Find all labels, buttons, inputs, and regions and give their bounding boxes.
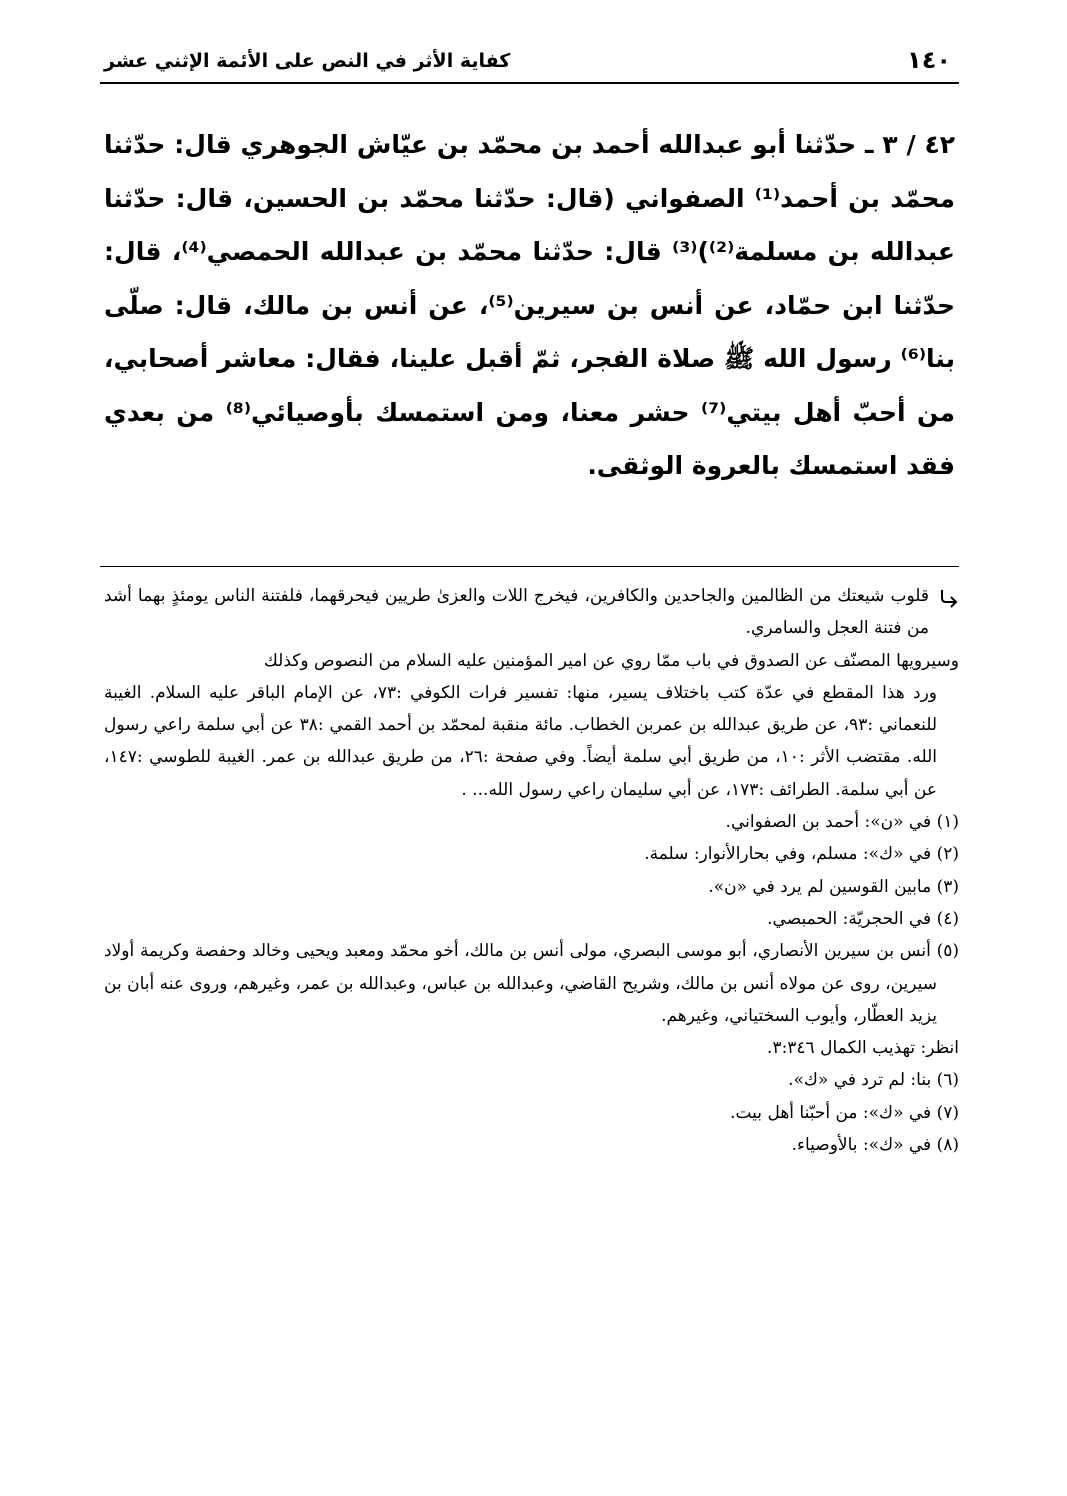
running-title: كفاية الأثر في النص على الأئمة الإثني عشر bbox=[104, 50, 511, 72]
continued-note-text: قلوب شيعتك من الظالمين والجاحدين والكافرين، فيخرج اللات والعزىٰ طريين فيحرقهما، فلفتنة الناس يومئذٍ بهما أشد من فتنة العجل والسامري. bbox=[104, 586, 929, 639]
page-number: ١٤٠ bbox=[907, 46, 951, 74]
footnote-1: (١) في «ن»: أحمد بن الصفواني. bbox=[725, 812, 959, 833]
hadith-paragraph: ٤٢ / ٣ ـ حدّثنا أبو عبدالله أحمد بن محمّد بن عيّاش الجوهري قال: حدّثنا محمّد بن أحمد⁽¹⁾ الصفواني (قال: حدّثنا محمّد بن الحسين، قال: حدّثنا عبدالله بن مسلمة⁽²⁾)⁽³⁾ قال: حدّثنا محمّد بن عبدالله الحمصي⁽⁴⁾، قال: حدّثنا ابن حمّاد، عن أنس بن سيرين⁽⁵⁾، عن أنس بن مالك، قال: صلّى بنا⁽⁶⁾ رسول الله ﷺ صلاة الفجر، ثمّ أقبل علينا، فقال: معاشر أصحابي، من أحبّ أهل بيتي⁽⁷⁾ حشر معنا، ومن استمسك بأوصيائي⁽⁸⁾ من بعدي فقد استمسك بالعروة الوثقى. bbox=[104, 130, 956, 480]
main-hadith-text bbox=[104, 118, 955, 493]
see-also-reference: انظر: تهذيب الكمال ٣:٣٤٦. bbox=[767, 1038, 959, 1059]
footnote-5: (٥) أنس بن سيرين الأنصاري، أبو موسى البصري، مولى أنس بن مالك، أخو محمّد ومعبد ويحيى وخالد وحفصة وكريمة أولاد سيرين، روى عن مولاه أنس بن مالك، وشريح القاضي، وعبدالله بن عباس، وعبدالله بن عمر، وغيرهم، وروى عنه أبان بن يزيد العطّار، وأيوب السختياني، وغيرهم. bbox=[104, 941, 959, 1026]
page-header bbox=[100, 40, 959, 84]
note-paragraph-first-line: وسيرويها المصنّف عن الصدوق في باب ممّا روي عن امير المؤمنين عليه السلام من النصوص وكذلك bbox=[263, 650, 959, 671]
footnotes-section bbox=[104, 580, 959, 1161]
footnote-separator bbox=[100, 566, 959, 567]
note-paragraph-rest: ورد هذا المقطع في عدّة كتب باختلاف يسير، منها: تفسير فرات الكوفي :٧٣، عن الإمام الباقر عليه السلام. الغيبة للنعماني :٩٣، عن طريق عبدالله بن عمربن الخطاب. مائة منقبة لمحمّد بن أحمد القمي :٣٨ عن أبي سلمة راعي رسول الله. مقتضب الأثر :١٠، من طريق أبي سلمة أيضاً. وفي صفحة :٢٦، من طريق عبدالله بن عمر. الغيبة للطوسي :١٤٧، عن أبي سلمة. الطرائف :١٧٣، عن أبي سليمان راعي رسول الله... . bbox=[104, 682, 938, 800]
footnote-8: (٨) في «ك»: بالأوصياء. bbox=[791, 1135, 959, 1156]
footnote-4: (٤) في الحجريّة: الحمبصي. bbox=[767, 908, 959, 929]
continued-note bbox=[104, 580, 959, 645]
footnote-7: (٧) في «ك»: من أحبّنا أهل بيت. bbox=[730, 1102, 959, 1123]
footnote-2: (٢) في «ك»: مسلم، وفي بحارالأنوار: سلمة. bbox=[644, 844, 959, 865]
continuation-arrow-icon bbox=[939, 586, 961, 608]
footnote-6: (٦) بنا: لم ترد في «ك». bbox=[788, 1070, 959, 1091]
footnote-3: (٣) مابين القوسين لم يرد في «ن». bbox=[708, 876, 959, 897]
